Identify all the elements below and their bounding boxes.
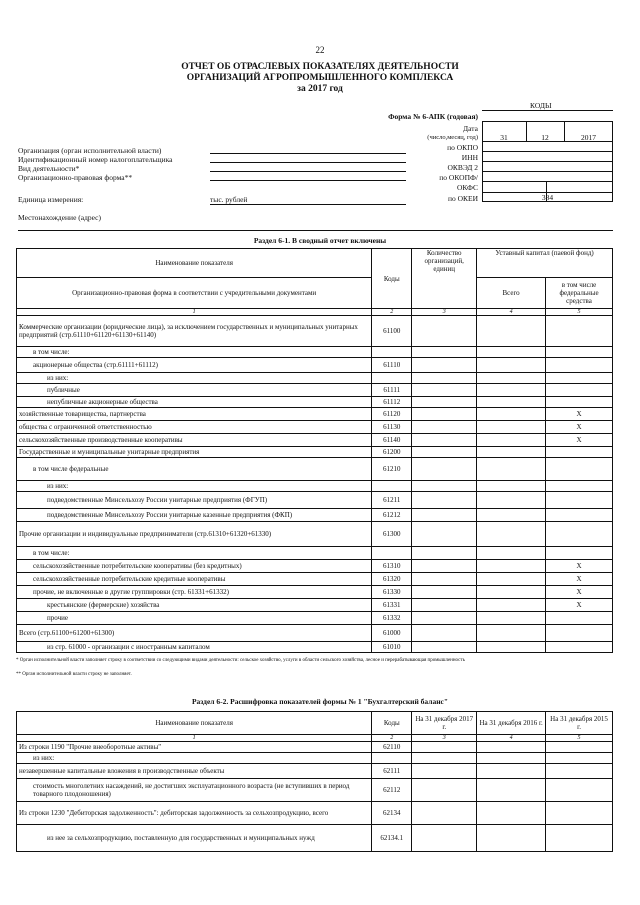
s1-table-row: [17, 522, 613, 547]
s1-row-code: 61000: [372, 625, 412, 642]
s1-row-name: сельскохозяйственные потребительские кооперативы (без кредитных): [17, 560, 372, 573]
s2-cell-2015[interactable]: [546, 802, 613, 825]
title-line-1: ОТЧЕТ ОБ ОТРАСЛЕВЫХ ПОКАЗАТЕЛЯХ ДЕЯТЕЛЬНОСТИ: [181, 62, 459, 72]
s1-row-code: [372, 347, 412, 358]
s1-table-row: [17, 560, 613, 573]
s1-cell-federal[interactable]: [546, 347, 613, 358]
s1-cell-count[interactable]: [412, 522, 477, 547]
s1-cell-total[interactable]: [477, 316, 546, 347]
s2-table-row: [17, 779, 613, 802]
s1-row-name: крестьянские (фермерские) хозяйства: [17, 599, 372, 612]
s1-cell-count[interactable]: [412, 586, 477, 599]
s1-cell-total[interactable]: [477, 642, 546, 653]
s1-row-code: 61332: [372, 612, 412, 625]
s1-row-name: акционерные общества (стр.61111+61112): [17, 358, 372, 373]
s1-row-code: 61111: [372, 384, 412, 397]
s1-cell-count[interactable]: [412, 384, 477, 397]
s1-cell-federal[interactable]: [546, 458, 613, 481]
s1-cell-total[interactable]: [477, 599, 546, 612]
s1-row-code: 61212: [372, 509, 412, 522]
s1-table-row: [17, 434, 613, 447]
s1-row-code: 61200: [372, 447, 412, 458]
s1-table-row: [17, 373, 613, 384]
s1-table-row: [17, 509, 613, 522]
s2-cell-2015[interactable]: [546, 825, 613, 852]
s1-cell-federal[interactable]: [546, 316, 613, 347]
date-month[interactable]: 12: [541, 133, 549, 142]
s2-cell-2016[interactable]: [477, 802, 546, 825]
s1-cell-federal[interactable]: X: [546, 586, 613, 599]
s1-cell-total[interactable]: [477, 586, 546, 599]
s1-cell-federal[interactable]: X: [546, 434, 613, 447]
s1-table-row: [17, 458, 613, 481]
org-label: Организация (орган исполнительной власти): [18, 146, 162, 155]
s2-cell-2015[interactable]: [546, 764, 613, 779]
section2-title: Раздел 6-2. Расшифровка показателей формы № 1 "Бухгалтерский баланс": [191, 697, 449, 706]
s1-cell-count[interactable]: [412, 547, 477, 560]
s2-cell-2016[interactable]: [477, 825, 546, 852]
s2-header-2017: На 31 декабря 2017 г.: [412, 712, 477, 735]
inn-field[interactable]: [210, 154, 406, 163]
s2-header-2015: На 31 декабря 2015 г.: [546, 712, 613, 735]
section1-title: Раздел 6-1. В сводный отчет включены: [253, 236, 387, 245]
footnote-1: * Орган исполнительной власти заполняет строку в соответствии со следующими видами деятельности: сельское хозяйство, услуги в области сельского хозяйства, лесное и перерабатывающая промышленность: [16, 658, 465, 663]
s1-row-name: общества с ограниченной ответственностью: [17, 421, 372, 434]
s1-cell-federal[interactable]: [546, 492, 613, 509]
s1-cell-count[interactable]: [412, 509, 477, 522]
s2-cell-2016[interactable]: [477, 753, 546, 764]
s1-cell-federal[interactable]: [546, 397, 613, 408]
s2-colnum: 1: [17, 735, 372, 742]
date-label: Дата: [463, 124, 478, 133]
s1-cell-count[interactable]: [412, 347, 477, 358]
s2-cell-2015[interactable]: [546, 742, 613, 753]
s2-cell-2017[interactable]: [412, 742, 477, 753]
s1-cell-total[interactable]: [477, 421, 546, 434]
s1-header-codes: Коды: [372, 249, 412, 309]
s1-cell-federal[interactable]: [546, 612, 613, 625]
s1-table-row: [17, 421, 613, 434]
s1-cell-federal[interactable]: [546, 373, 613, 384]
s1-row-code: 61140: [372, 434, 412, 447]
date-day[interactable]: 31: [500, 133, 508, 142]
s1-table-row: [17, 625, 613, 642]
s2-row-name: незавершенные капитальные вложения в производственные объекты: [17, 764, 372, 779]
s1-cell-count[interactable]: [412, 434, 477, 447]
legal-form-field[interactable]: [210, 172, 406, 181]
s1-header-capital: Уставный капитал (паевой фонд): [477, 249, 613, 278]
s1-table-row: [17, 612, 613, 625]
s2-row-name: из нее за сельхозпродукцию, поставленную для государственных и муниципальных нужд: [17, 825, 372, 852]
s2-row-code: 62111: [372, 764, 412, 779]
activity-field[interactable]: [210, 163, 406, 172]
s1-table-row: [17, 573, 613, 586]
s1-row-name: сельскохозяйственные производственные кооперативы: [17, 434, 372, 447]
s1-row-code: 61120: [372, 408, 412, 421]
s1-table-row: [17, 408, 613, 421]
s1-row-name: Коммерческие организации (юридические лица), за исключением государственных и муниципальных унитарных предприятий (стр.61110+61120+61130+61140): [17, 316, 372, 347]
s1-cell-federal[interactable]: [546, 522, 613, 547]
s2-cell-2015[interactable]: [546, 779, 613, 802]
s1-cell-count[interactable]: [412, 560, 477, 573]
okpo-label: по ОКПО: [447, 143, 478, 152]
s1-row-code: 61100: [372, 316, 412, 347]
s1-cell-federal[interactable]: [546, 358, 613, 373]
s1-table-row: [17, 358, 613, 373]
s1-cell-federal[interactable]: [546, 642, 613, 653]
s1-cell-total[interactable]: [477, 447, 546, 458]
s1-table-row: [17, 586, 613, 599]
s1-table-row: [17, 599, 613, 612]
s1-row-name: из них:: [17, 373, 372, 384]
s2-row-code: [372, 753, 412, 764]
s1-row-name: Государственные и муниципальные унитарные предприятия: [17, 447, 372, 458]
s1-row-name: из них:: [17, 481, 372, 492]
s1-cell-total[interactable]: [477, 397, 546, 408]
s1-row-code: 61112: [372, 397, 412, 408]
org-field[interactable]: [210, 145, 406, 154]
form-name: Форма № 6-АПК (годовая): [388, 112, 478, 121]
s2-row-name: из них:: [17, 753, 372, 764]
s1-header-indicator: Наименование показателя: [17, 249, 372, 278]
footnote-2: ** Орган исполнительной власти строку не заполняет.: [16, 672, 132, 677]
s1-colnum: 1: [17, 309, 372, 316]
s1-cell-count[interactable]: [412, 492, 477, 509]
okei-value[interactable]: 384: [541, 193, 554, 202]
okei-label: по ОКЕИ: [447, 194, 478, 203]
s1-cell-federal[interactable]: [546, 481, 613, 492]
s1-table-row: [17, 492, 613, 509]
title-line-2: ОРГАНИЗАЦИЙ АГРОПРОМЫШЛЕННОГО КОМПЛЕКСА: [186, 73, 454, 83]
s2-colnum: 2: [372, 735, 412, 742]
s2-cell-2017[interactable]: [412, 753, 477, 764]
s1-row-name: непубличные акционерные общества: [17, 397, 372, 408]
s1-cell-total[interactable]: [477, 408, 546, 421]
s1-table-row: [17, 384, 613, 397]
s1-cell-federal[interactable]: X: [546, 408, 613, 421]
s1-cell-total[interactable]: [477, 547, 546, 560]
s2-header-codes: Коды: [372, 712, 412, 735]
s2-table-row: [17, 825, 613, 852]
s1-row-code: [372, 481, 412, 492]
s1-cell-total[interactable]: [477, 434, 546, 447]
s1-cell-federal[interactable]: X: [546, 599, 613, 612]
s1-cell-federal[interactable]: X: [546, 421, 613, 434]
inn-field-label: Идентификационный номер налогоплательщика: [18, 155, 173, 164]
location-field[interactable]: [18, 222, 613, 231]
s1-cell-federal[interactable]: [546, 384, 613, 397]
okopf-label: по ОКОПФ/: [439, 173, 478, 182]
s1-cell-total[interactable]: [477, 347, 546, 358]
s1-cell-federal[interactable]: [546, 447, 613, 458]
s2-cell-2017[interactable]: [412, 764, 477, 779]
s1-row-name: Прочие организации и индивидуальные предприниматели (стр.61310+61320+61330): [17, 522, 372, 547]
s1-cell-total[interactable]: [477, 509, 546, 522]
s2-row-code: 62134: [372, 802, 412, 825]
s1-row-code: 61320: [372, 573, 412, 586]
s1-row-name: прочие: [17, 612, 372, 625]
s1-row-code: 61130: [372, 421, 412, 434]
s1-header-total: Всего: [477, 278, 546, 309]
s1-colnum: 5: [546, 309, 613, 316]
s1-cell-total[interactable]: [477, 384, 546, 397]
s1-cell-count[interactable]: [412, 612, 477, 625]
s1-cell-total[interactable]: [477, 358, 546, 373]
s1-cell-federal[interactable]: [546, 547, 613, 560]
s1-cell-count[interactable]: [412, 316, 477, 347]
s1-row-code: 61110: [372, 358, 412, 373]
s2-colnum: 5: [546, 735, 613, 742]
s2-table-row: [17, 764, 613, 779]
s1-cell-count[interactable]: [412, 599, 477, 612]
s1-table-row: [17, 547, 613, 560]
s1-table-row: [17, 642, 613, 653]
unit-label: Единица измерения:: [18, 195, 84, 204]
s2-table-row: [17, 742, 613, 753]
s1-cell-federal[interactable]: X: [546, 560, 613, 573]
page-number: 22: [315, 45, 325, 55]
s1-header-count: Количество организаций, единиц: [412, 249, 477, 309]
location-label: Местонахождение (адрес): [18, 213, 102, 222]
s2-cell-2016[interactable]: [477, 764, 546, 779]
s1-row-name: в том числе:: [17, 347, 372, 358]
s1-row-name: в том числе федеральные: [17, 458, 372, 481]
s2-row-name: стоимость многолетних насаждений, не достигших эксплуатационного возраста (не вступивших в период товарного плодоношения): [17, 779, 372, 802]
s1-cell-federal[interactable]: X: [546, 573, 613, 586]
s1-cell-count[interactable]: [412, 397, 477, 408]
s1-header-legal-form: Организационно-правовая форма в соответствии с учредительными документами: [17, 278, 372, 309]
s1-cell-total[interactable]: [477, 560, 546, 573]
s1-cell-count[interactable]: [412, 481, 477, 492]
s1-row-name: хозяйственные товарищества, партнерства: [17, 408, 372, 421]
s1-cell-count[interactable]: [412, 458, 477, 481]
s1-row-code: 61211: [372, 492, 412, 509]
s1-table-row: [17, 447, 613, 458]
s1-table-row: [17, 397, 613, 408]
s2-cell-2015[interactable]: [546, 753, 613, 764]
s1-cell-count[interactable]: [412, 408, 477, 421]
s1-cell-count[interactable]: [412, 373, 477, 384]
s1-cell-total[interactable]: [477, 458, 546, 481]
s1-cell-total[interactable]: [477, 612, 546, 625]
s1-row-name: прочие, не включенные в другие группировки (стр. 61331+61332): [17, 586, 372, 599]
s1-row-code: 61010: [372, 642, 412, 653]
s1-row-name: подведомственные Минсельхозу России унитарные предприятия (ФГУП): [17, 492, 372, 509]
s2-table-row: [17, 802, 613, 825]
s1-cell-total[interactable]: [477, 481, 546, 492]
s2-cell-2017[interactable]: [412, 779, 477, 802]
s1-row-code: 61210: [372, 458, 412, 481]
s2-cell-2016[interactable]: [477, 779, 546, 802]
s1-cell-count[interactable]: [412, 642, 477, 653]
s1-cell-total[interactable]: [477, 522, 546, 547]
s1-header-federal: в том числе федеральные средства: [546, 278, 613, 309]
s1-cell-count[interactable]: [412, 573, 477, 586]
s1-cell-total[interactable]: [477, 492, 546, 509]
s1-cell-count[interactable]: [412, 625, 477, 642]
unit-value[interactable]: тыс. рублей: [210, 195, 406, 205]
s1-table-row: [17, 316, 613, 347]
activity-label: Вид деятельности*: [18, 164, 80, 173]
s1-row-code: 61310: [372, 560, 412, 573]
okved-label: ОКВЭД 2: [447, 163, 478, 172]
s1-row-code: 61330: [372, 586, 412, 599]
legal-form-label: Организационно-правовая форма**: [18, 173, 133, 182]
okfs-label: ОКФС: [456, 183, 478, 192]
s2-header-indicator: Наименование показателя: [17, 712, 372, 735]
s1-row-code: [372, 547, 412, 560]
s1-row-name: в том числе:: [17, 547, 372, 560]
s1-cell-count[interactable]: [412, 421, 477, 434]
s1-table-row: [17, 481, 613, 492]
s1-cell-total[interactable]: [477, 625, 546, 642]
inn-label: ИНН: [461, 153, 478, 162]
s1-colnum: 3: [412, 309, 477, 316]
s1-row-name: из стр. 61000 - организации с иностранным капиталом: [17, 642, 372, 653]
document-title: [0, 62, 640, 95]
s1-row-name: сельскохозяйственные потребительские кредитные кооперативы: [17, 573, 372, 586]
s1-cell-federal[interactable]: [546, 509, 613, 522]
s2-colnum: 3: [412, 735, 477, 742]
s1-row-code: [372, 373, 412, 384]
title-line-3: за 2017 год: [297, 84, 343, 94]
s2-cell-2017[interactable]: [412, 825, 477, 852]
s2-row-code: 62134.1: [372, 825, 412, 852]
s2-colnum: 4: [477, 735, 546, 742]
s1-cell-total[interactable]: [477, 573, 546, 586]
s1-row-name: публичные: [17, 384, 372, 397]
s1-row-name: Всего (стр.61100+61200+61300): [17, 625, 372, 642]
s2-table-row: [17, 753, 613, 764]
s2-cell-2016[interactable]: [477, 742, 546, 753]
s2-row-name: Из строки 1230 "Дебиторская задолженность": дебиторская задолженность за сельхозпродукцию, всего: [17, 802, 372, 825]
date-year[interactable]: 2017: [581, 133, 596, 142]
s2-cell-2017[interactable]: [412, 802, 477, 825]
s1-cell-count[interactable]: [412, 447, 477, 458]
s2-header-2016: На 31 декабря 2016 г.: [477, 712, 546, 735]
s1-cell-total[interactable]: [477, 373, 546, 384]
s1-cell-federal[interactable]: [546, 625, 613, 642]
s2-row-name: Из строки 1190 "Прочие внеоборотные активы": [17, 742, 372, 753]
s1-colnum: 4: [477, 309, 546, 316]
s1-row-code: 61331: [372, 599, 412, 612]
s1-cell-count[interactable]: [412, 358, 477, 373]
s2-row-code: 62110: [372, 742, 412, 753]
s1-table-row: [17, 347, 613, 358]
date-sublabel: (число,месяц, год): [427, 134, 478, 141]
s2-row-code: 62112: [372, 779, 412, 802]
codes-header: КОДЫ: [530, 101, 552, 110]
s1-row-code: 61300: [372, 522, 412, 547]
s1-row-name: подведомственные Минсельхозу России унитарные казенные предприятия (ФКП): [17, 509, 372, 522]
section2-table: [16, 711, 613, 852]
section1-table: [16, 248, 613, 653]
s1-colnum: 2: [372, 309, 412, 316]
